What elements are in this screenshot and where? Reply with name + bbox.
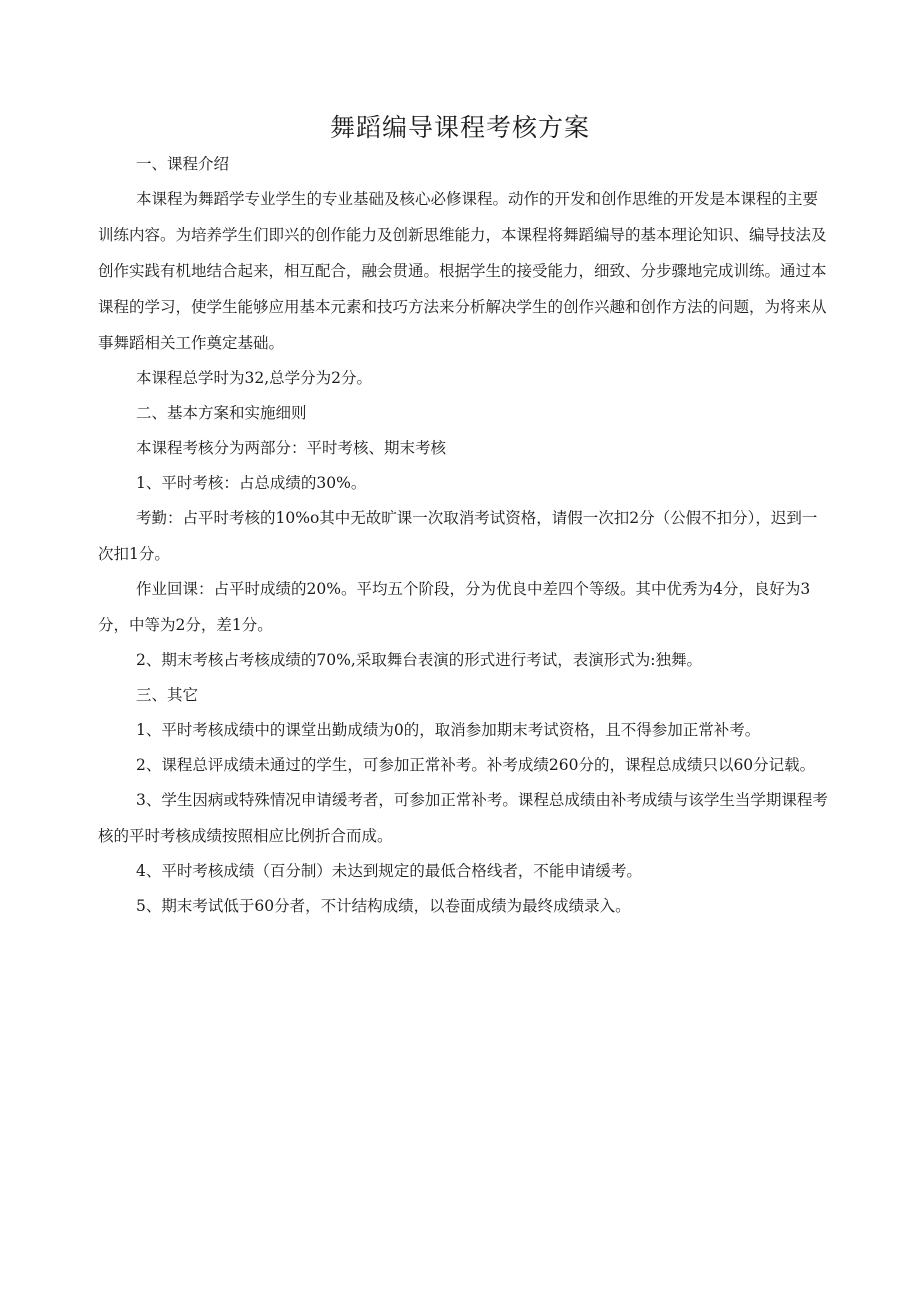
paragraph-regular-assessment: 1、平时考核：占总成绩的30%。	[136, 474, 367, 492]
section-heading-other: 三、其它	[136, 686, 199, 704]
paragraph-homework: 作业回课：占平时成绩的20%。平均五个阶段，分为优良中差四个等级。其中优秀为4分，良好为3分，中等为2分，差1分。	[98, 580, 811, 634]
document-body	[98, 151, 828, 928]
rule-item-3: 3、学生因病或特殊情况申请缓考者，可参加正常补考。课程总成绩由补考成绩与该学生当学期课程考核的平时考核成绩按照相应比例折合而成。	[98, 791, 828, 845]
section-heading-basic-plan: 二、基本方案和实施细则	[136, 404, 307, 422]
paragraph-final-assessment: 2、期末考核占考核成绩的70%,采取舞台表演的形式进行考试，表演形式为:独舞。	[136, 651, 702, 669]
rule-item-5: 5、期末考试低于60分者，不计结构成绩，以卷面成绩为最终成绩录入。	[136, 897, 631, 915]
rule-item-1: 1、平时考核成绩中的课堂出勤成绩为0的，取消参加期末考试资格，且不得参加正常补考。	[136, 721, 761, 739]
paragraph-course-description: 本课程为舞蹈学专业学生的专业基础及核心必修课程。动作的开发和创作思维的开发是本课程的主要训练内容。为培养学生们即兴的创作能力及创新思维能力，本课程将舞蹈编导的基本理论知识、编导技法及创作实践有机地结合起来，相互配合，融会贯通。根据学生的接受能力，细致、分步骤地完成训练。通过本课程的学习，使学生能够应用基本元素和技巧方法来分析解决学生的创作兴趣和创作方法的问题，为将来从事舞蹈相关工作奠定基础。	[98, 190, 827, 352]
rule-item-2: 2、课程总评成绩未通过的学生，可参加正常补考。补考成绩260分的，课程总成绩只以60分记载。	[136, 756, 816, 774]
paragraph-credit-hours: 本课程总学时为32,总学分为2分。	[136, 369, 373, 387]
paragraph-assessment-parts: 本课程考核分为两部分：平时考核、期末考核	[136, 439, 447, 457]
paragraph-attendance: 考勤：占平时考核的10%o其中无故旷课一次取消考试资格，请假一次扣2分（公假不扣分），迟到一次扣1分。	[98, 509, 818, 563]
rule-item-4: 4、平时考核成绩（百分制）未达到规定的最低合格线者，不能申请缓考。	[136, 862, 642, 880]
document-title: 舞蹈编导课程考核方案	[329, 113, 590, 142]
section-heading-course-intro: 一、课程介绍	[136, 155, 230, 173]
